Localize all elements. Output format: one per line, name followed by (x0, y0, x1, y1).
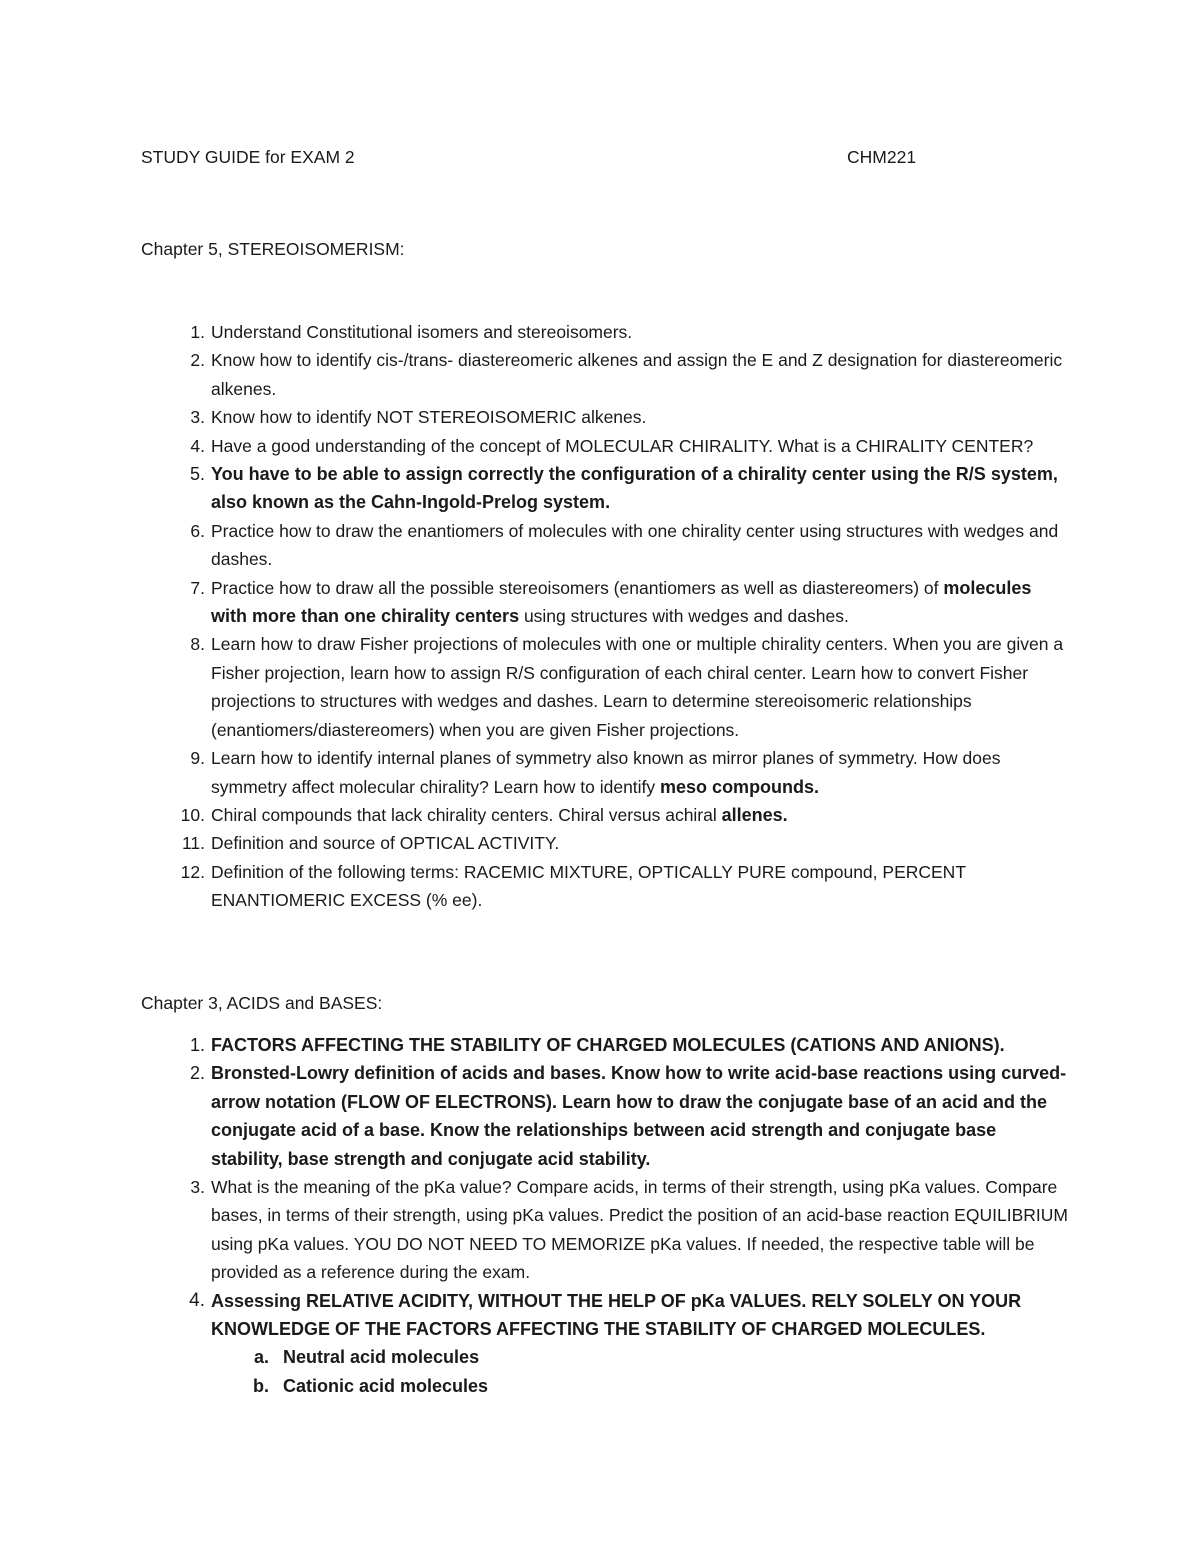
list-item (141, 318, 1071, 346)
list-item (141, 346, 1071, 403)
list-item-number: 1. (189, 1035, 205, 1055)
list-item (141, 829, 1071, 857)
list-item-number: 3. (190, 1177, 205, 1198)
list-item (141, 630, 1071, 744)
list-item-text: Definition of the following terms: RACEMIC MIXTURE, OPTICALLY PURE compound, PERCENT ENANTIOMERIC EXCESS (% ee). (211, 861, 966, 911)
document-title: STUDY GUIDE for EXAM 2 (141, 147, 355, 167)
list-item-number: 4. (189, 1289, 205, 1311)
list-item-text: You have to be able to assign correctly the configuration of a chirality center using the R/S system, also known as the Cahn-Ingold-Prelog system. (211, 464, 1058, 513)
list-item-text: Assessing RELATIVE ACIDITY, WITHOUT THE HELP OF pKa VALUES. RELY SOLELY ON YOUR KNOWLEDGE OF THE FACTORS AFFECTING THE STABILITY OF CHARGED MOLECULES. (211, 1290, 1022, 1340)
list-item (141, 1059, 1071, 1173)
list-item-number: 8. (190, 634, 205, 655)
list-item (141, 1287, 1071, 1401)
chapter-3-list (141, 1031, 1071, 1400)
list-item-text: using structures with wedges and dashes. (519, 606, 849, 627)
list-item-bold-text: molecules with more than one chirality centers (211, 577, 1032, 627)
list-item-text: Practice how to draw all the possible stereoisomers (enantiomers as well as diastereomers) of (211, 577, 944, 598)
sub-list-item-letter: b. (253, 1375, 269, 1396)
list-item (141, 1031, 1071, 1059)
list-item-text: Bronsted-Lowry definition of acids and bases. Know how to write acid-base reactions using curved-arrow notation (FLOW OF ELECTRONS). Learn how to draw the conjugate base of an acid and the conjugate acid of a base. Know the relationships between acid strength and conjugate base stability, base strength and conjugate acid stability. (211, 1063, 1067, 1169)
sub-list-item-text: Neutral acid molecules (283, 1347, 480, 1368)
list-item-number: 9. (190, 748, 205, 769)
list-item-number: 4. (190, 435, 205, 456)
list-item-number: 3. (190, 407, 205, 428)
list-item-text: Understand Constitutional isomers and stereoisomers. (211, 322, 633, 342)
list-item (141, 1173, 1071, 1287)
sub-list-item (211, 1343, 1071, 1371)
list-item-number: 5. (189, 464, 205, 485)
list-item-number: 1. (190, 322, 205, 342)
list-item-bold-text: allenes. (721, 804, 788, 825)
chapter-5-heading: Chapter 5, STEREOISOMERISM: (141, 239, 405, 259)
chapter-3-heading: Chapter 3, ACIDS and BASES: (141, 993, 383, 1013)
list-item-number: 12. (180, 861, 205, 882)
list-item-number: 6. (190, 520, 205, 541)
list-item-number: 10. (180, 804, 205, 825)
list-item-text: Have a good understanding of the concept of MOLECULAR CHIRALITY. What is a CHIRALITY CENTER? (211, 435, 1034, 456)
list-item-number: 11. (181, 833, 205, 854)
list-item-text: Know how to identify NOT STEREOISOMERIC alkenes. (211, 407, 647, 428)
list-item-text: What is the meaning of the pKa value? Compare acids, in terms of their strength, using pKa values. Compare bases, in terms of their strength, using pKa values. Predict the position of an acid-base reaction EQUILIBRIUM using pKa values. YOU DO NOT NEED TO MEMORIZE pKa values. If needed, the respective table will be provided as a reference during the exam. (211, 1177, 1068, 1283)
list-item-text: Practice how to draw the enantiomers of molecules with one chirality center using structures with wedges and dashes. (211, 520, 1059, 570)
list-item-bold-text: meso compounds. (660, 776, 820, 797)
sub-list-item-text: Cationic acid molecules (283, 1375, 489, 1396)
list-item-text: Definition and source of OPTICAL ACTIVITY. (211, 833, 560, 854)
list-item (141, 574, 1071, 631)
course-code: CHM221 (847, 147, 917, 167)
list-item (141, 858, 1071, 915)
list-item (141, 403, 1071, 431)
sub-list-item-letter: a. (253, 1347, 269, 1368)
sub-list (211, 1343, 1071, 1400)
list-item-number: 7. (190, 577, 205, 598)
list-item-text: Learn how to draw Fisher projections of molecules with one or multiple chirality centers. When you are given a Fisher projection, learn how to assign R/S configuration of each chiral center. Learn how to convert Fisher projections to structures with wedges and dashes. Learn to determine stereoisomeric relationships (enantiomers/diastereomers) when you are given Fisher projections. (211, 634, 1064, 740)
list-item-text: Chiral compounds that lack chirality centers. Chiral versus achiral (211, 804, 722, 825)
chapter-5-list (141, 318, 1071, 915)
list-item (141, 744, 1071, 801)
sub-list-item (211, 1372, 1071, 1400)
list-item-number: 2. (189, 1063, 205, 1084)
list-item-text: Learn how to identify internal planes of symmetry also known as mirror planes of symmetry. How does symmetry affect molecular chirality? Learn how to identify (211, 748, 1001, 797)
list-item (141, 432, 1071, 460)
list-item-text: Know how to identify cis-/trans- diastereomeric alkenes and assign the E and Z designation for diastereomeric alkenes. (211, 350, 1063, 399)
list-item-number: 2. (190, 350, 205, 371)
list-item (141, 801, 1071, 829)
list-item (141, 517, 1071, 574)
list-item-text: FACTORS AFFECTING THE STABILITY OF CHARGED MOLECULES (CATIONS AND ANIONS). (211, 1035, 1005, 1055)
list-item (141, 460, 1071, 517)
